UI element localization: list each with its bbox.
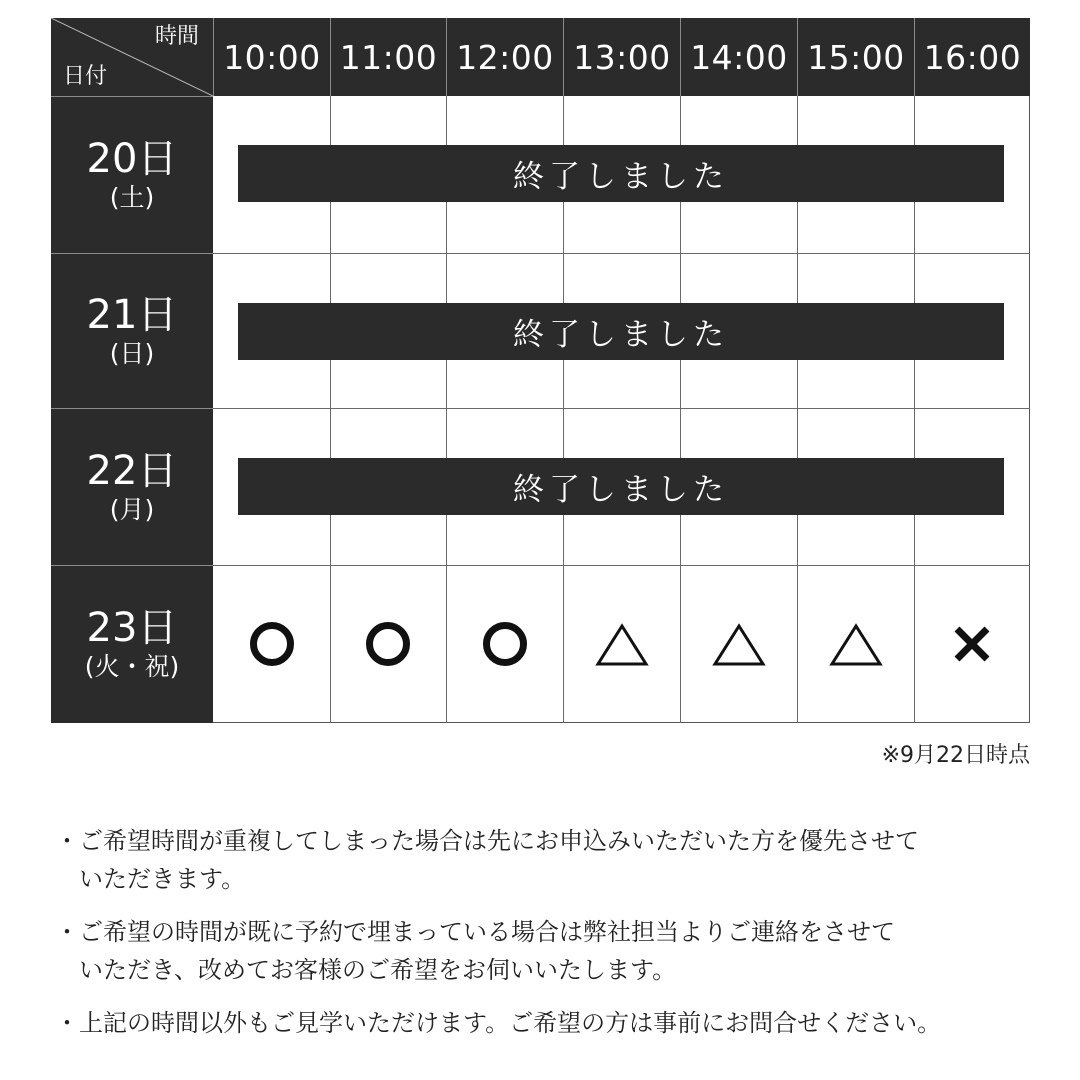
time-header-1400: 14:00 [680,18,797,96]
bullet-dot: ・ [55,827,79,855]
time-header-1200: 12:00 [446,18,563,96]
available-circle-icon [447,614,563,674]
date-axis-label: 日付 [63,64,108,89]
date-cell-23 [51,565,213,723]
full-cross-icon [914,614,1030,674]
note-text: ご希望時間が重複してしまった場合は先にお申込みいただいた方を優先させて いただきます。 [79,827,919,893]
time-header-1100: 11:00 [330,18,446,96]
date-day: 23日 [86,605,178,652]
notes-list [55,822,1045,1057]
ended-banner-21: 終了しました [238,303,1004,360]
date-weekday: (火・祝) [84,652,180,682]
note-item [55,1004,1045,1042]
ended-banner-22: 終了しました [238,458,1004,515]
note-text: ご希望の時間が既に予約で埋まっている場合は弊社担当よりご連絡をさせて いただき、改めてお客様のご希望をお伺いいたします。 [79,918,895,984]
date-weekday: (土) [109,182,155,212]
bullet-dot: ・ [55,918,79,946]
date-cell-20 [51,96,213,253]
date-cell-22 [51,408,213,565]
grid-line-horizontal [213,253,1030,254]
time-header-1000: 10:00 [213,18,330,96]
date-weekday: (月) [109,494,155,524]
ended-banner-20: 終了しました [238,145,1004,202]
note-item [55,913,1045,989]
date-day: 21日 [86,291,178,338]
schedule-table [51,18,1030,723]
available-circle-icon [330,614,446,674]
bullet-dot: ・ [55,1009,79,1037]
note-item [55,822,1045,898]
corner-header-cell [51,18,213,96]
as-of-note: ※9月22日時点 [881,743,1030,768]
time-header-1300: 13:00 [563,18,680,96]
few-left-triangle-icon [681,614,797,674]
few-left-triangle-icon [798,614,914,674]
time-header-1500: 15:00 [797,18,914,96]
date-cell-21 [51,253,213,408]
date-day: 20日 [86,135,178,182]
available-circle-icon [214,614,330,674]
few-left-triangle-icon [564,614,680,674]
note-text: 上記の時間以外もご見学いただけます。ご希望の方は事前にお問合せください。 [79,1009,942,1037]
time-axis-label: 時間 [154,24,199,49]
time-header-1600: 16:00 [914,18,1030,96]
date-weekday: (日) [109,338,155,368]
grid-line-horizontal [213,408,1030,409]
grid-line-horizontal [213,565,1030,566]
date-day: 22日 [86,447,178,494]
